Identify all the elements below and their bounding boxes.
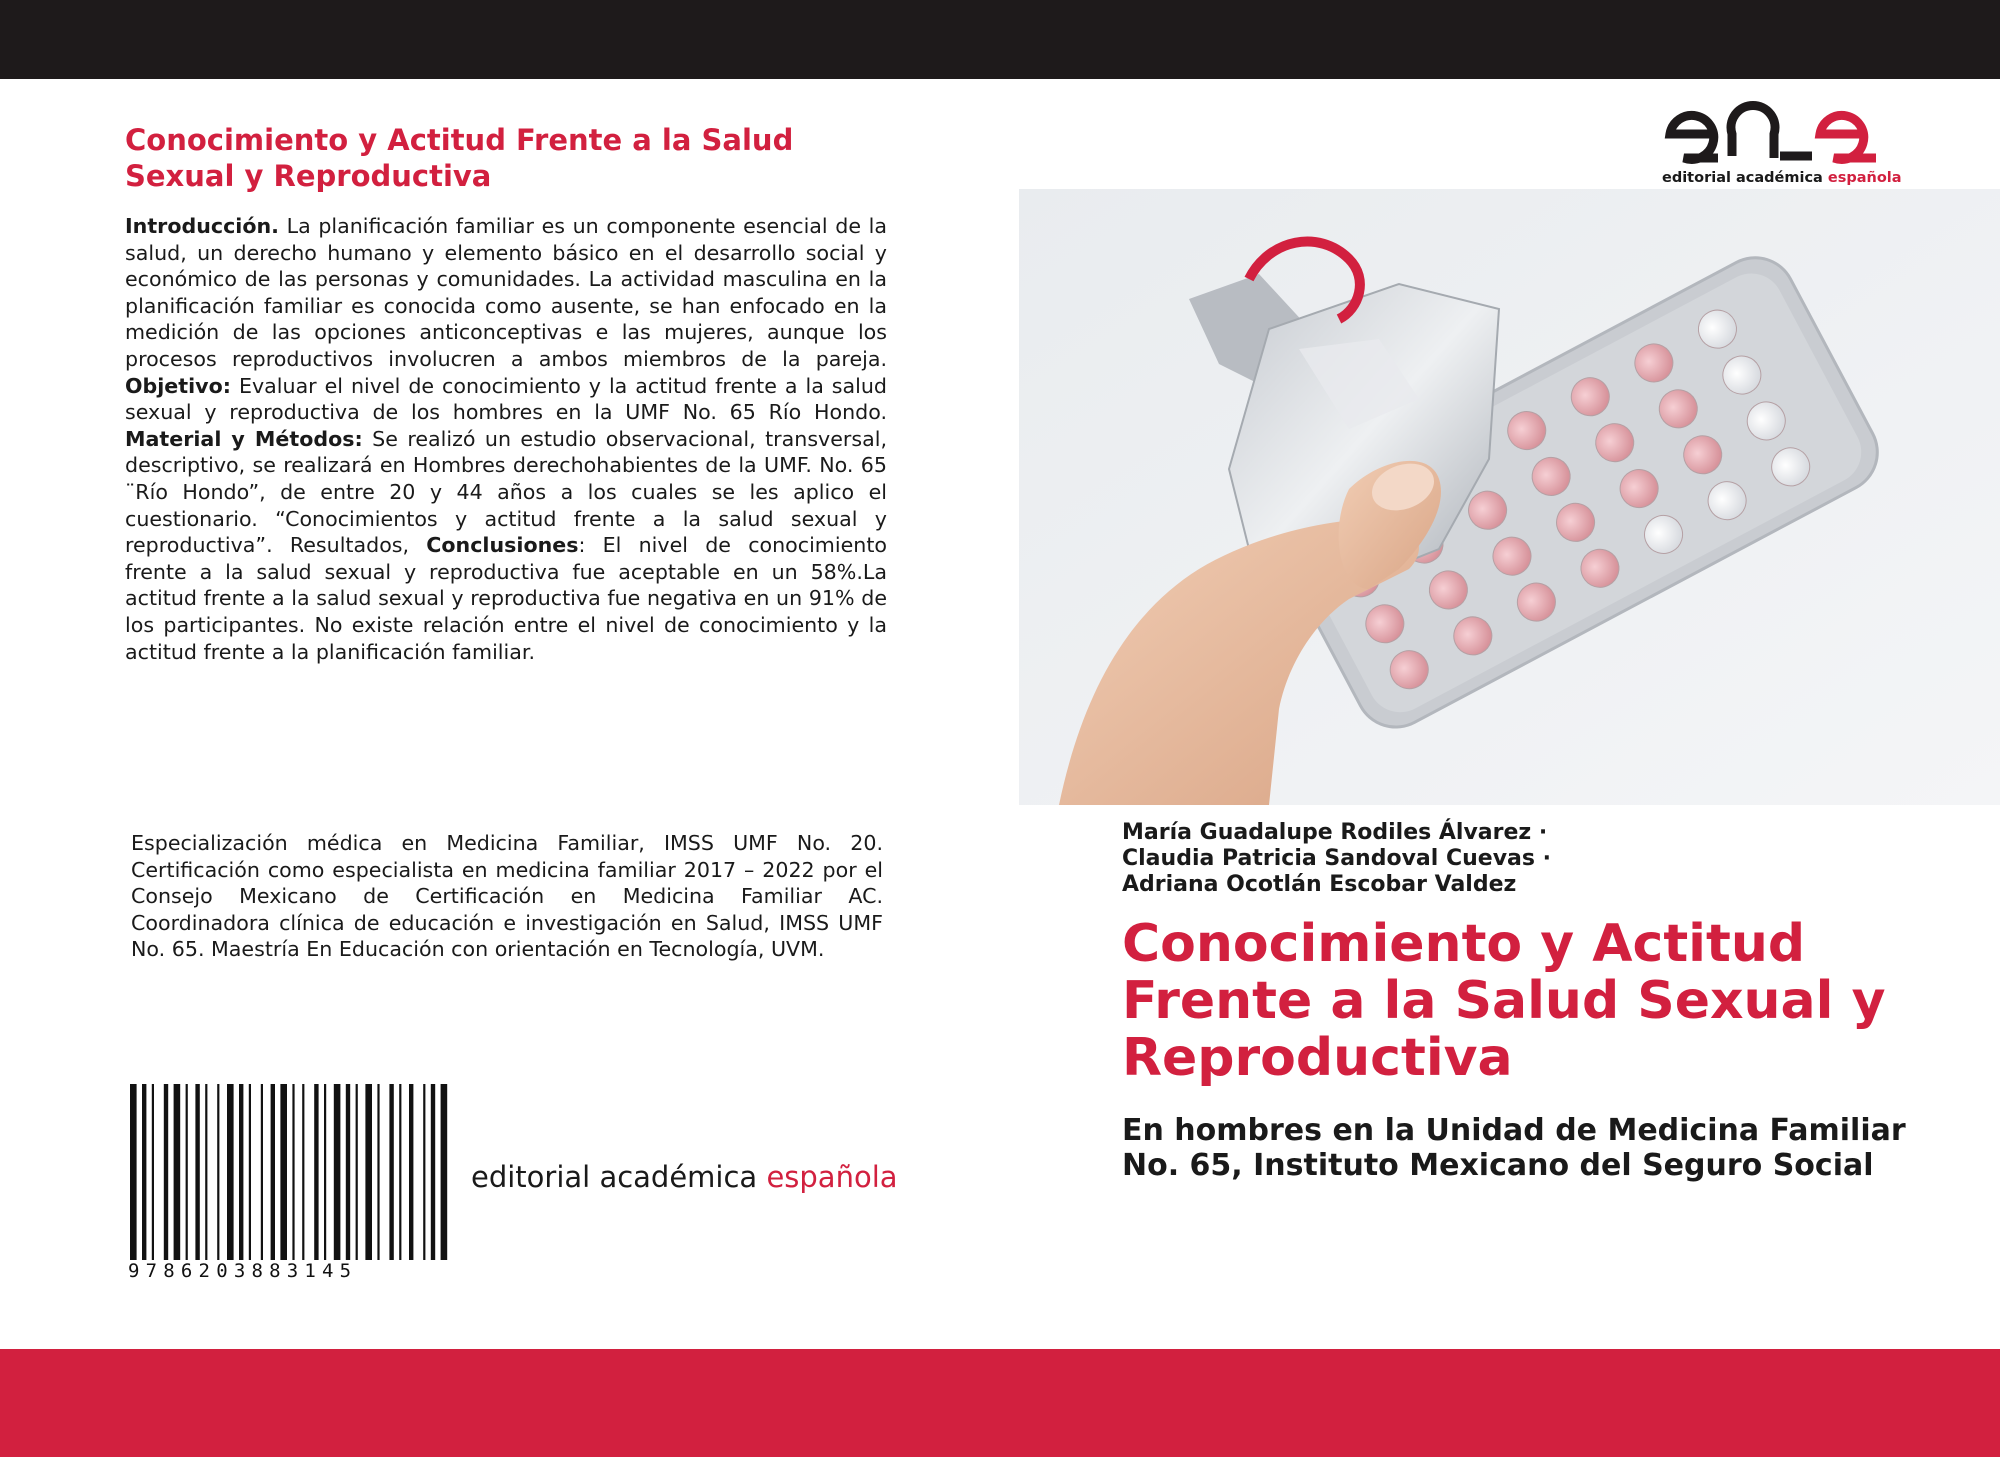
author-1: María Guadalupe Rodiles Álvarez · [1122, 820, 1548, 845]
top-band [0, 0, 2000, 79]
methods-label: Material y Métodos: [125, 426, 363, 451]
front-cover-subtitle: En hombres en la Unidad de Medicina Familiar No. 65, Instituto Mexicano del Seguro Social [1122, 1113, 1906, 1183]
isbn-number: 9786203883145 [128, 1260, 458, 1282]
conclusions-label: Conclusiones [426, 533, 579, 558]
author-3: Adriana Ocotlán Escobar Valdez [1122, 872, 1517, 897]
cover-photo [1019, 189, 2000, 805]
bottom-band [0, 1349, 2000, 1457]
publisher-imprint [471, 1160, 898, 1194]
methods-text: Se realizó un estudio observacional, transversal, descriptivo, se realizará en Hombres derechohabientes de la UMF. No. 65 ¨Río Hondo”, de entre 20 y 44 años a los cuales se les aplico el cuestionario. “Conocimientos y actitud frente a la salud sexual y reproductiva”. Resultados, [125, 426, 887, 558]
abstract [125, 213, 887, 665]
logo-caption-accent: española [1827, 170, 1902, 186]
publisher-main: editorial académica [471, 1160, 767, 1194]
objective-text: Evaluar el nivel de conocimiento y la actitud frente a la salud sexual y reproductiva de los hombres en la UMF No. 65 Río Hondo. [125, 373, 887, 425]
author-list [1122, 820, 1962, 898]
conclusions-text: : El nivel de conocimiento frente a la salud sexual y reproductiva fue aceptable en un 58%.La actitud frente a la salud sexual y reproductiva fue negativa en un 91% de los participantes. No existe relación entre el nivel de conocimiento y la actitud frente a la planificación familiar. [125, 533, 887, 664]
barcode-bars [128, 1084, 458, 1270]
author-bio: Especialización médica en Medicina Familiar, IMSS UMF No. 20. Certificación como especialista en medicina familiar 2017 – 2022 por el Consejo Mexicano de Certificación en Medicina Familiar AC. Coordinadora clínica de educación e investigación en Salud, IMSS UMF No. 65. Maestría En Educación con orientación en Tecnología, UVM. [131, 831, 883, 962]
back-cover-title: Conocimiento y Actitud Frente a la Salud Sexual y Reproductiva [125, 123, 794, 193]
front-cover-title: Conocimiento y Actitud Frente a la Salud Sexual y Reproductiva [1122, 914, 1886, 1088]
publisher-accent: española [766, 1160, 898, 1194]
logo-caption-main: editorial académica [1662, 170, 1828, 186]
intro-text: La planificación familiar es un componente esencial de la salud, un derecho humano y elemento básico en el desarrollo social y económico de las personas y comunidades. La actividad masculina en la planificación familiar es conocida como ausente, se han enfocado en la medición de las opciones anticonceptivas e las mujeres, aunque los procesos reproductivos involucren a ambos miembros de la pareja. [125, 214, 887, 371]
barcode [128, 1084, 458, 1284]
logo-caption [1662, 170, 1902, 186]
intro-label: Introducción. [125, 214, 279, 238]
objective-label: Objetivo: [125, 373, 231, 398]
author-2: Claudia Patricia Sandoval Cuevas · [1122, 846, 1551, 871]
